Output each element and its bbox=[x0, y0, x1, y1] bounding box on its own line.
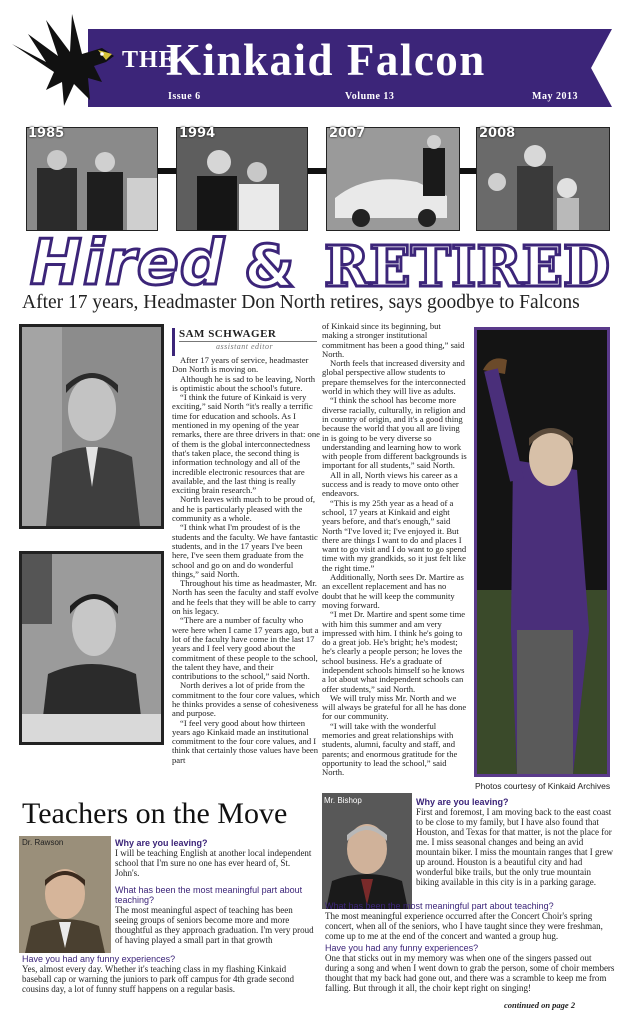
continued-note: continued on page 2 bbox=[504, 1000, 576, 1010]
story-paragraph: North leaves with much to be proud of, and he is particularly pleased with the community as a whole. bbox=[172, 494, 316, 524]
story-paragraph: “I feel very good about how thirteen years ago Kinkaid made an institutional commitment to the four core values, and I think that certainly those values have been part bbox=[172, 717, 319, 765]
timeline-photo-1994 bbox=[176, 127, 308, 231]
bishop-answer-1: First and foremost, I am moving back to the east coast to be close to my family, but I have also found that Houston, and Texas for that matter, is not the place for me. I miss seasonal changes and being an avid mountain biker. I miss the mountain ranges that I grew up around. Houston is a beautiful city and had wonderful bike trails, but the only true mountain biking available in this city is in a parking garage. bbox=[416, 807, 613, 887]
rawson-qa-3 bbox=[22, 954, 316, 994]
teachers-section-title: Teachers on the Move bbox=[22, 797, 288, 830]
timeline-year-2008: 2008 bbox=[479, 126, 516, 141]
photo-bishop bbox=[322, 793, 412, 909]
bishop-question-3: Have you had any funny experiences? bbox=[325, 943, 479, 953]
rawson-answer-1: I will be teaching English at another local independent school that I'm sure no one has ever heard of, St. John's. bbox=[115, 848, 312, 878]
falcon-icon bbox=[6, 4, 124, 122]
photo-credit: Photos courtesy of Kinkaid Archives bbox=[475, 781, 611, 791]
issue-number: Issue 6 bbox=[168, 91, 201, 102]
story-paragraph: North derives a lot of pride from the commitment to the four core values, which he thinks provides a sense of cohesiveness and purpose. bbox=[172, 680, 320, 719]
story-paragraph: “I think what I'm proudest of is the students and the faculty. We have fantastic students, and in the 17 years I've been here, I've seen them graduate from the school and go on and do wonderful things,” said North. bbox=[172, 522, 318, 579]
byline-role: assistant editor bbox=[216, 342, 274, 351]
story-paragraph: “I will take with the wonderful memories and great relationships with students, alumni, faculty and staff, and parents; and enormous gratitude for the opportunity to lead the school,” said North. bbox=[322, 720, 458, 778]
story-paragraph: “This is my 25th year as a head of a school, 17 years at Kinkaid and eight years before, and that's enough,” said North “I've loved it; I've enjoyed it. But there are things I want to do and places I want to go visit and I do want to go spend time with my grandkids, so it just felt like the right time.” bbox=[322, 497, 467, 573]
masthead-the: THE bbox=[122, 47, 176, 73]
photo-north-field bbox=[474, 327, 610, 777]
timeline-photo-2007 bbox=[326, 127, 460, 231]
story-paragraph: of Kinkaid since its beginning, but making a stronger institutional commitment has been a good thing,” said North. bbox=[322, 322, 465, 359]
story-column-1 bbox=[172, 356, 320, 768]
headline-ampersand: & bbox=[244, 232, 295, 294]
headline bbox=[26, 224, 616, 294]
rawson-qa bbox=[115, 838, 315, 945]
bishop-answer-2: The most meaningful experience occurred after the Concert Choir's spring concert, when all of the seniors, who I have taught since they were freshman, come up to me at the end of the concert and wanted a group hug. bbox=[325, 911, 603, 941]
story-paragraph: Although he is sad to be leaving, North is optimistic about the school's future. bbox=[172, 373, 316, 393]
subheadline: After 17 years, Headmaster Don North retires, says goodbye to Falcons bbox=[22, 292, 580, 313]
photo-north-desk bbox=[19, 551, 164, 745]
byline-name: SAM SCHWAGER bbox=[179, 328, 277, 340]
bishop-qa bbox=[416, 797, 614, 887]
bishop-question-1: Why are you leaving? bbox=[416, 797, 509, 807]
issue-date: May 2013 bbox=[532, 91, 578, 102]
rawson-question-1: Why are you leaving? bbox=[115, 838, 208, 848]
story-paragraph: We will truly miss Mr. North and we will always be grateful for all he has done for our community. bbox=[322, 692, 467, 722]
story-paragraph: “I think the school has become more diverse racially, culturally, in religion and in country of origin, and it's a good thing because the world that you all are living in is going to be very diverse so understanding and learning how to work with people from different backgrounds is important for all students,” said North. bbox=[322, 395, 467, 471]
story-paragraph: After 17 years of service, headmaster Don North is moving on. bbox=[172, 356, 309, 375]
rawson-label: Dr. Rawson bbox=[22, 838, 64, 847]
rawson-question-2: What has been the most meaningful part about teaching? bbox=[115, 885, 303, 905]
timeline-year-2007: 2007 bbox=[329, 126, 366, 141]
story-paragraph: North feels that increased diversity and global perspective allow students to prepare themselves for the interconnected world in which they will live as adults. bbox=[322, 358, 466, 397]
story-paragraph: “I think the future of Kinkaid is very exciting,” said North “it's really a terrific time for education and schools. As I mentioned in my opening of the year remarks, there are three drivers in that: one of them is the global interconnectedness that's taken place, the second thing is information technology and all of the incredible electronic resources that are available, and the last thing is really exciting brain research.” bbox=[172, 392, 320, 496]
rawson-answer-2: The most meaningful aspect of teaching has been seeing groups of seniors become more and more thoughtful as they approach graduation. I'm very proud of having played a small part in that growth bbox=[115, 905, 314, 945]
timeline-photo-1985 bbox=[26, 127, 158, 231]
rawson-answer-3: Yes, almost every day. Whether it's teaching class in my flashing Kinkaid baseball cap or warning the juniors to park off campus for 4th grade second cousins day, a lot of funny stuff happens on a regular basis. bbox=[22, 964, 294, 994]
timeline-photo-2008 bbox=[476, 127, 610, 231]
byline-accent-bar bbox=[172, 328, 175, 356]
headline-retired: Retired bbox=[324, 234, 610, 294]
bishop-qa-2 bbox=[325, 901, 615, 993]
volume-number: Volume 13 bbox=[345, 91, 395, 102]
photo-north-young bbox=[19, 324, 164, 529]
rawson-question-3: Have you had any funny experiences? bbox=[22, 954, 176, 964]
story-column-2 bbox=[322, 322, 468, 778]
timeline-year-1994: 1994 bbox=[179, 126, 216, 141]
headline-hired: Hired bbox=[30, 226, 226, 294]
story-paragraph: Throughout his time as headmaster, Mr. North has seen the faculty and staff evolve and he feels that they will be able to carry on his legacy. bbox=[172, 578, 319, 617]
story-paragraph: Additionally, North sees Dr. Martire as an excellent replacement and has no doubt that he will keep the community moving forward. bbox=[322, 572, 464, 610]
bishop-label: Mr. Bishop bbox=[324, 796, 362, 805]
masthead-title: Kinkaid Falcon bbox=[166, 35, 486, 85]
story-paragraph: All in all, North views his career as a success and is ready to move onto other endeavors. bbox=[322, 469, 459, 499]
story-paragraph: “I met Dr. Martire and spent some time with him this summer and am very impressed with him. I think he's going to do a great job. He's bright; he's modest; he's clearly a people person; he loves the school business. He's a graduate of independent schools himself so he knows a lot about what independent schools can offer students,” said North. bbox=[322, 609, 466, 694]
bishop-answer-3: One that sticks out in my memory was when one of the singers passed out during a song and when I went down to grab the person, some of choir members thought that my back had gone out, and there was a scramble to keep me from falling. But through it all, the choir kept right on singing! bbox=[325, 953, 615, 993]
bishop-question-2: What has been the most meaningful part about teaching? bbox=[325, 901, 554, 911]
story-paragraph: “There are a number of faculty who were here when I came 17 years ago, but a lot of the faculty have come in the last 17 years and I feel very good about the commitment of these people to the school, the talent they have, and their contributions to the school,” said North. bbox=[172, 615, 319, 682]
timeline-year-1985: 1985 bbox=[28, 126, 65, 141]
photo-rawson bbox=[19, 836, 111, 953]
